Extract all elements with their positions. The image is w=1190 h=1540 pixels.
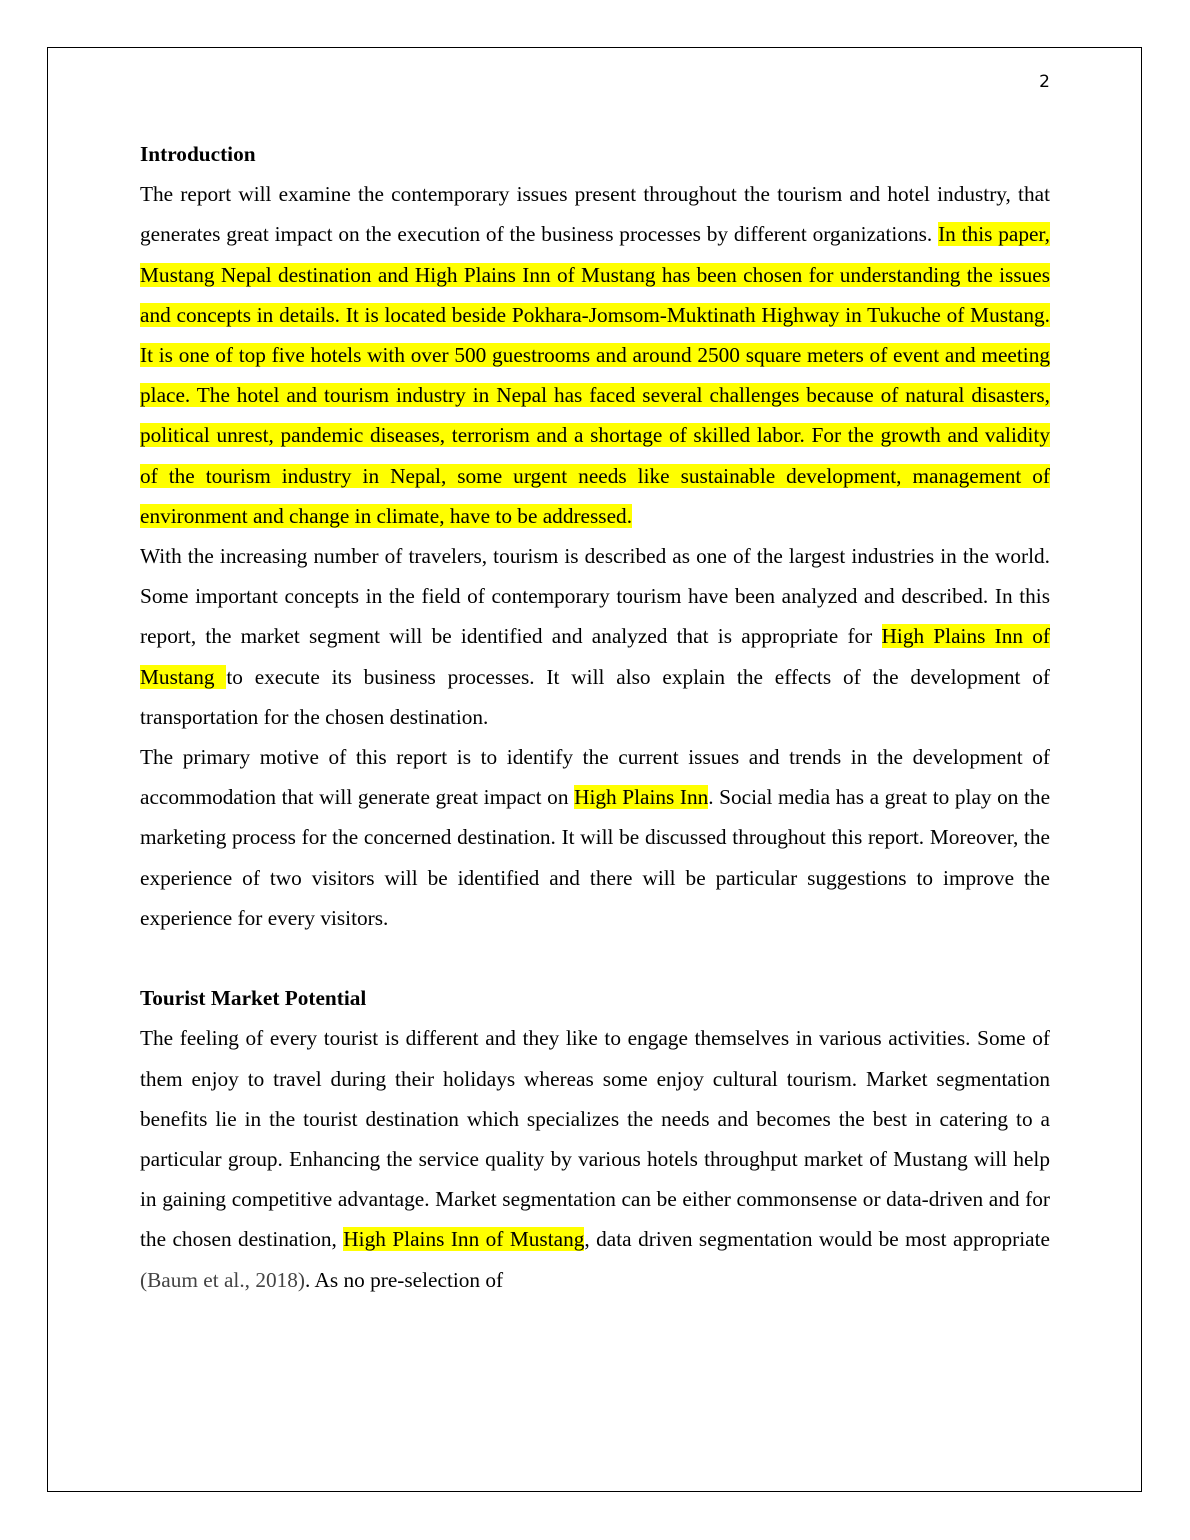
mp-p1-highlight: High Plains Inn of Mustang (343, 1227, 585, 1252)
intro-p2-text-after: to execute its business processes. It will also explain the effects of the development of transportation for the chosen destination. (140, 664, 1050, 729)
mp-p1-text-middle: , data driven segmentation would be most appropriate (584, 1227, 1050, 1252)
intro-p1-text: The report will examine the contemporary issues present throughout the tourism and hotel industry, that generates great impact on the execution of the business processes by different organizations. (140, 182, 1050, 247)
page-number: 2 (1039, 72, 1050, 92)
section-spacer (140, 938, 1050, 978)
market-potential-heading: Tourist Market Potential (140, 986, 367, 1011)
introduction-paragraph-1 (140, 174, 1050, 536)
intro-p3-highlight: High Plains Inn (574, 785, 709, 810)
citation: (Baum et al., 2018) (140, 1267, 306, 1292)
intro-p3-text-after: . Social media has a great to play on the marketing process for the concerned destination. It will be discussed throughout this report. Moreover, the experience of two visitors will be identified and there will be particular suggestions to improve the experience for every visitors. (140, 785, 1051, 930)
intro-p1-highlight: In this paper, Mustang Nepal destination and High Plains Inn of Mustang has been chosen for understanding the issues and concepts in details. It is located beside Pokhara-Jomsom-Muktinath Highway in Tukuche of Mustang. It is one of top five hotels with over 500 guestrooms and around 2500 square meters of event and meeting place. The hotel and tourism industry in Nepal has faced several challenges because of natural disasters, political unrest, pandemic diseases, terrorism and a shortage of skilled labor. For the growth and validity of the tourism industry in Nepal, some urgent needs like sustainable development, management of environment and change in climate, have to be addressed. (140, 222, 1050, 528)
introduction-paragraph-3 (140, 737, 1050, 938)
intro-p2-highlight: High Plains Inn of Mustang (140, 624, 1051, 689)
market-potential-paragraph-1 (140, 1018, 1050, 1299)
intro-p2-text-before: With the increasing number of travelers, tourism is described as one of the largest industries in the world. Some important concepts in the field of contemporary tourism have been analyzed and described. In this report, the market segment will be identified and analyzed that is appropriate for (140, 544, 1050, 649)
introduction-heading: Introduction (140, 142, 256, 166)
mp-p1-text-after: . As no pre-selection of (305, 1267, 504, 1292)
mp-p1-text-before: The feeling of every tourist is different and they like to engage themselves in various activities. Some of them enjoy to travel during their holidays whereas some enjoy cultural tourism. Market segmentation benefits lie in the tourist destination which specializes the needs and becomes the best in catering to a particular group. Enhancing the service quality by various hotels throughput market of Mustang will help in gaining competitive advantage. Market segmentation can be either commonsense or data-driven and for the chosen destination, (140, 1026, 1050, 1252)
introduction-paragraph-2 (140, 536, 1050, 737)
document-body (140, 134, 1050, 1300)
intro-p3-text-before: The primary motive of this report is to identify the current issues and trends in the development of accommodation that will generate great impact on (140, 745, 1050, 810)
